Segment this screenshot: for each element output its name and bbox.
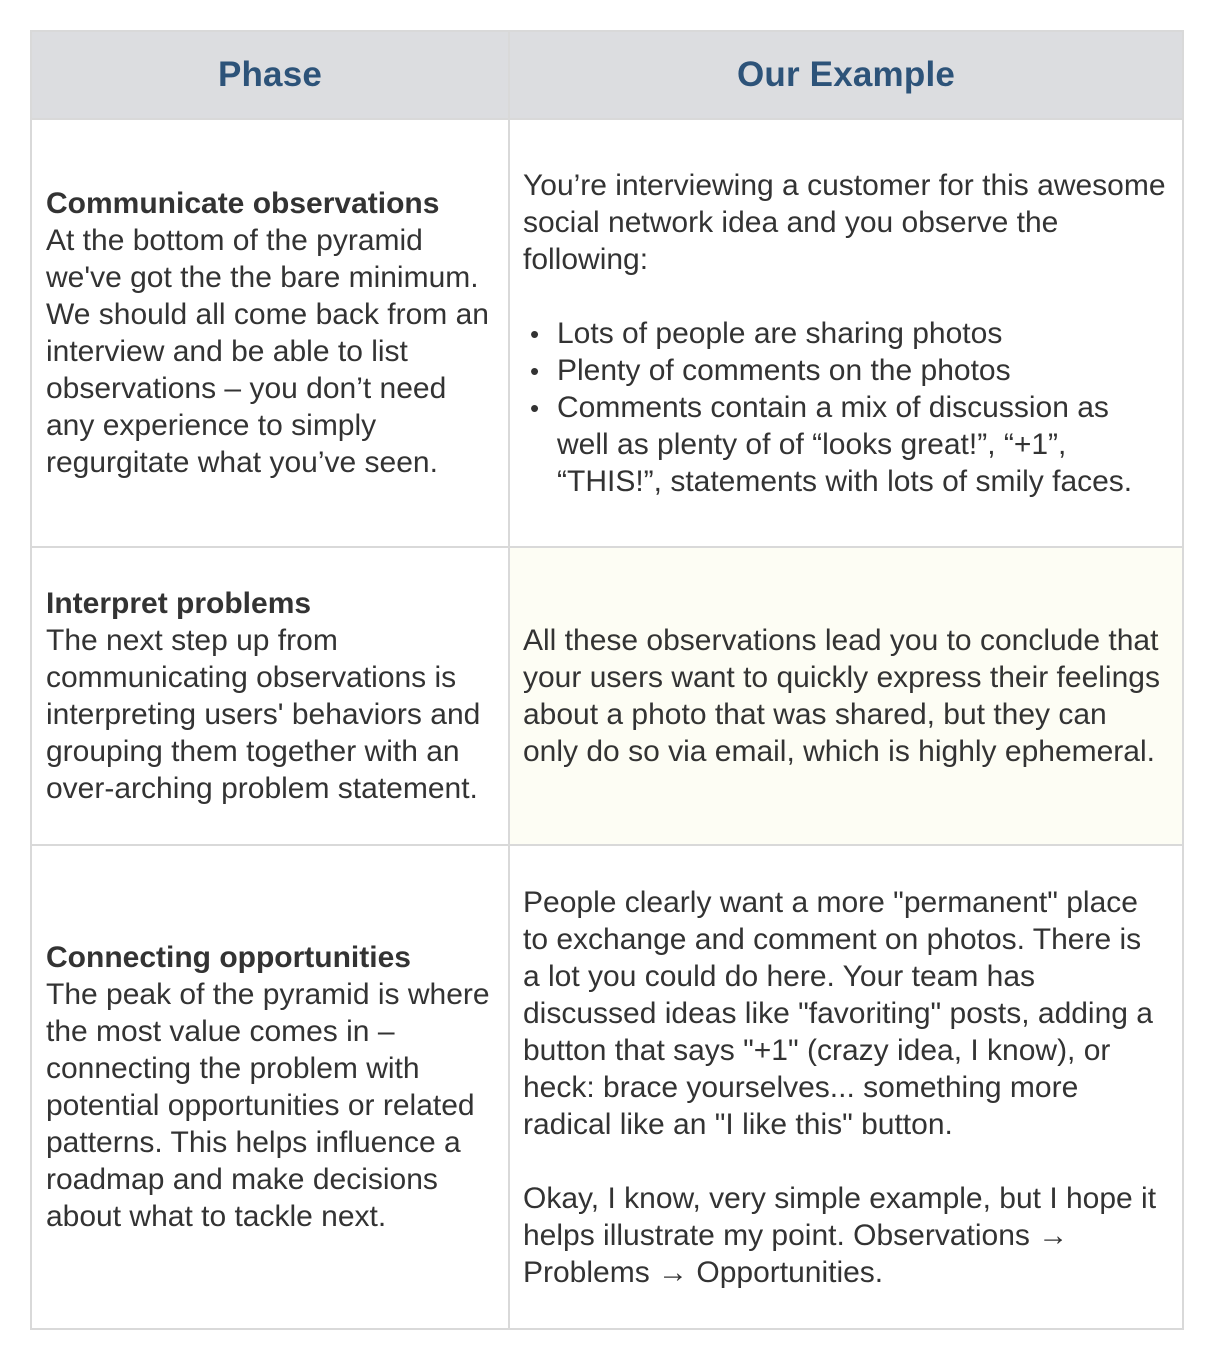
bullet-item (523, 389, 1166, 500)
bullet-item (523, 315, 1166, 352)
table-row-connecting-opportunities (31, 845, 1183, 1329)
observations-bullet-list (523, 315, 1166, 500)
example-intro: You’re interviewing a customer for this awesome social network idea and you observe the following: (523, 168, 1166, 276)
phase-description: At the bottom of the pyramid we've got the the bare minimum. We should all come back from an interview and be able to list observations – you don’t need any experience to simply regurgitate what you’ve seen. (46, 224, 489, 479)
bullet-icon: • (530, 392, 540, 423)
phase-title: Connecting opportunities (46, 941, 411, 974)
column-header-phase: Phase (31, 31, 509, 119)
phase-title: Interpret problems (46, 587, 312, 620)
example-paragraph: All these observations lead you to conclude that your users want to quickly express their feelings about a photo that was shared, but they can only do so via email, which is highly ephemeral. (523, 624, 1160, 768)
column-header-example: Our Example (509, 31, 1183, 119)
bullet-icon: • (530, 355, 540, 386)
table-row-interpret-problems (31, 547, 1183, 845)
bullet-item (523, 352, 1166, 389)
bullet-text: Lots of people are sharing photos (557, 316, 1003, 350)
example-cell (509, 547, 1183, 845)
phase-description: The peak of the pyramid is where the most value comes in – connecting the problem with potential opportunities or related patterns. This helps influence a roadmap and make decisions about what to tackle next. (46, 978, 490, 1233)
bullet-icon: • (530, 318, 540, 349)
example-paragraph: Okay, I know, very simple example, but I hope it helps illustrate my point. Observations → Problems → Opportunities. (523, 1181, 1157, 1289)
bullet-text: Plenty of comments on the photos (557, 353, 1011, 387)
bullet-text: Comments contain a mix of discussion as well as plenty of of “looks great!”, “+1”, “THIS!”, statements with lots of smily faces. (557, 390, 1133, 498)
example-cell (509, 845, 1183, 1329)
phase-description: The next step up from communicating observations is interpreting users' behaviors and grouping them together with an over-arching problem statement. (46, 624, 481, 805)
table-header-row (31, 31, 1183, 119)
phase-cell (31, 119, 509, 547)
phase-cell (31, 547, 509, 845)
phase-cell (31, 845, 509, 1329)
phase-title: Communicate observations (46, 187, 440, 220)
phase-example-table (30, 30, 1184, 1330)
example-paragraph: People clearly want a more "permanent" place to exchange and comment on photos. There is a lot you could do here. Your team has discussed ideas like "favoriting" posts, adding a button that says "+1" (crazy idea, I know), or heck: brace yourselves... something more radical like an "I like this" button. (523, 885, 1153, 1141)
example-cell (509, 119, 1183, 547)
table-row-communicate-observations (31, 119, 1183, 547)
